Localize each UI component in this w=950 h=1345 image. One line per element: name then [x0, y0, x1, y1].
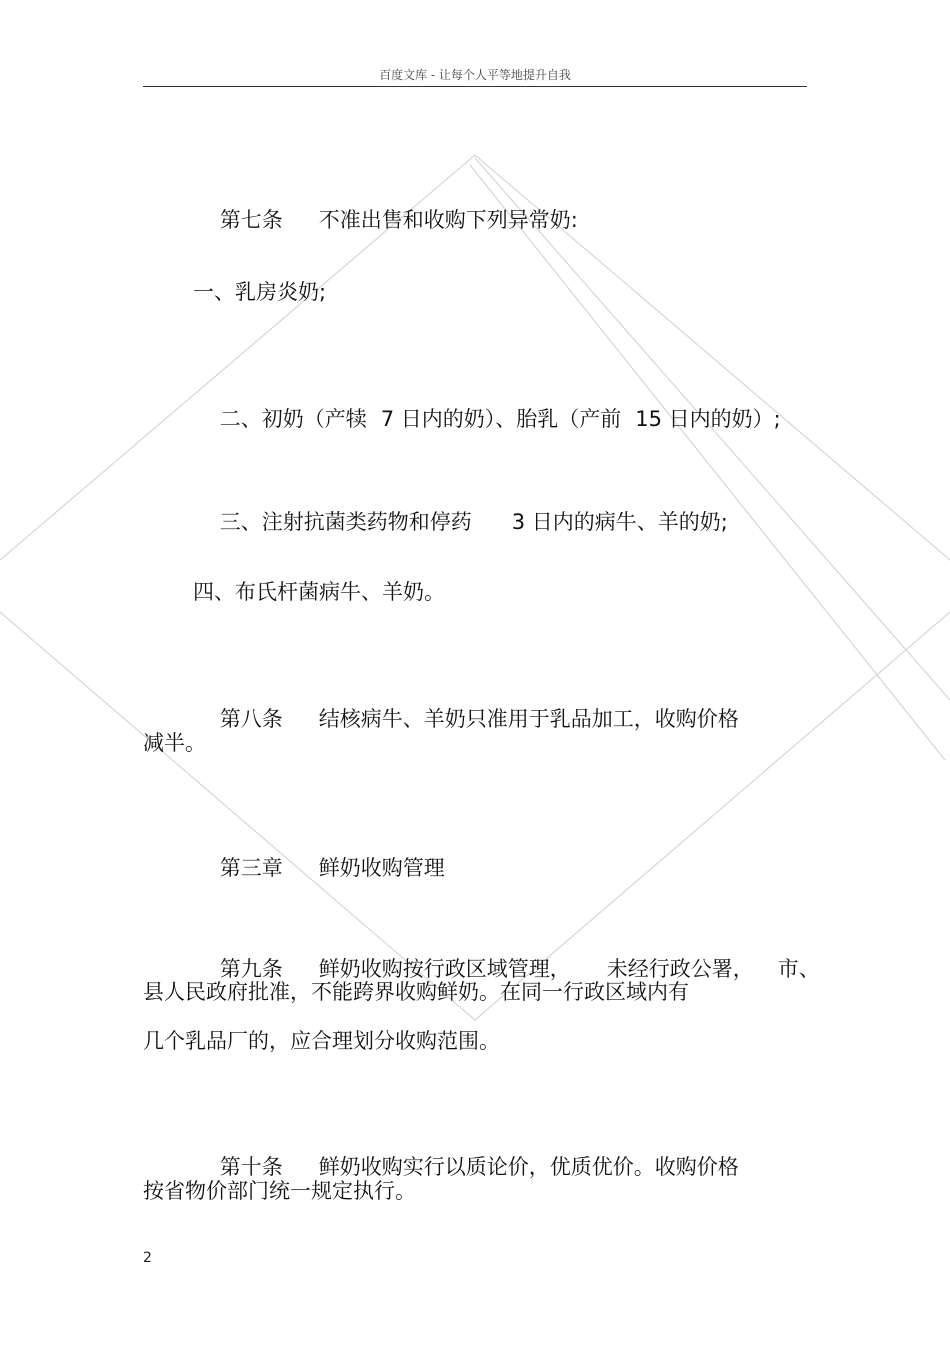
article8-text: 结核病牛、羊奶只准用于乳品加工，收购价格 — [318, 707, 739, 731]
article9-text: 未经行政公署， — [606, 957, 754, 981]
chapter-title: 鲜奶收购管理 — [318, 856, 445, 880]
list-item-part: 三、注射抗菌类药物和停药 — [219, 510, 472, 534]
article9-text: 鲜奶收购按行政区域管理， — [318, 957, 571, 981]
chapter-heading: 第三章 — [219, 856, 283, 880]
article8-continuation: 减半。 — [143, 731, 206, 755]
list-item-part: 15 日内的奶）; — [635, 407, 781, 431]
list-item-part: 7 日内的奶）、胎乳（产前 — [380, 407, 622, 431]
article10-heading: 第十条 — [219, 1155, 283, 1179]
article9-continuation: 县人民政府批准，不能跨界收购鲜奶。在同一行政区域内有 — [143, 980, 689, 1004]
list-item-part: 3 日内的病牛、羊的奶; — [511, 510, 728, 534]
list-item — [193, 480, 728, 564]
chapter-heading-line — [193, 826, 445, 910]
article9-heading: 第九条 — [219, 957, 283, 981]
page-number: 2 — [143, 1250, 152, 1266]
article7-heading: 第七条 — [219, 208, 283, 232]
article10-text: 鲜奶收购实行以质论价，优质优价。收购价格 — [318, 1155, 739, 1179]
list-item: 一、乳房炎奶; — [193, 280, 327, 304]
list-item — [193, 377, 781, 461]
article8-line — [193, 677, 739, 761]
article7-title: 不准出售和收购下列异常奶: — [318, 208, 578, 232]
list-item: 四、布氏杆菌病牛、羊奶。 — [193, 580, 445, 604]
header-divider — [143, 86, 807, 87]
article10-continuation: 按省物价部门统一规定执行。 — [143, 1179, 416, 1203]
article9-continuation: 几个乳品厂的，应合理划分收购范围。 — [143, 1029, 500, 1053]
header-title: 百度文库 - 让每个人平等地提升自我 — [379, 68, 571, 82]
article8-heading: 第八条 — [219, 707, 283, 731]
list-item-part: 二、初奶（产犊 — [219, 407, 367, 431]
article7-line — [193, 178, 578, 262]
article9-text: 市、 — [777, 957, 820, 981]
